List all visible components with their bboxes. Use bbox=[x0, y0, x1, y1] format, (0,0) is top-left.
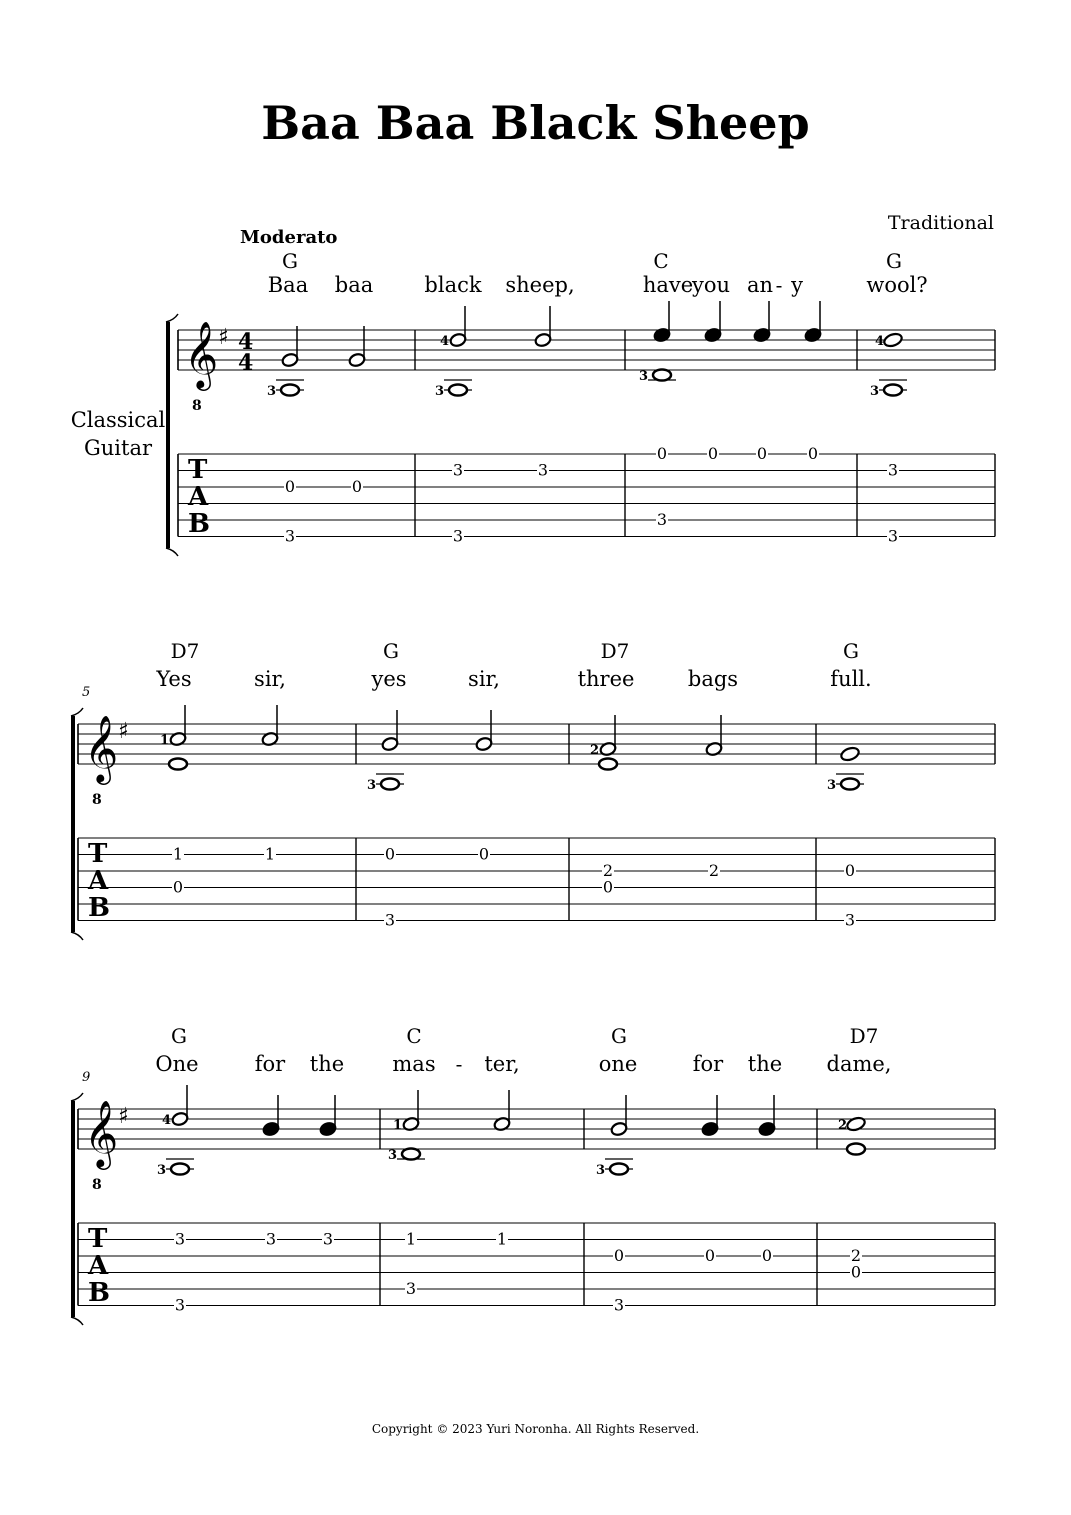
chord-symbol: G bbox=[171, 1024, 187, 1048]
tab-fret-number: 0 bbox=[704, 1246, 716, 1265]
tab-fret-number: 3 bbox=[887, 460, 899, 480]
fingering-number: 4 bbox=[162, 1113, 172, 1128]
lyric-syllable: dame, bbox=[826, 1052, 892, 1076]
fingering-number: 3 bbox=[388, 1148, 398, 1163]
bracket-bottom-hook bbox=[71, 932, 83, 940]
tab-fret-number: 3 bbox=[384, 910, 396, 930]
lyric-syllable: Yes bbox=[156, 667, 192, 691]
tempo-marking: Moderato bbox=[240, 227, 338, 248]
bass-note bbox=[402, 1149, 420, 1160]
bracket-bottom-hook bbox=[166, 548, 178, 556]
chord-symbol: G bbox=[611, 1024, 627, 1048]
tab-clef-letter: B bbox=[188, 509, 210, 539]
measure-number: 5 bbox=[82, 685, 91, 700]
chord-symbol: G bbox=[282, 249, 298, 273]
tab-fret-number: 3 bbox=[284, 526, 296, 546]
fingering-number: 2 bbox=[590, 743, 600, 758]
lyric-syllable: you bbox=[691, 273, 731, 297]
chord-symbol: D7 bbox=[600, 639, 630, 663]
lyric-syllable: sir, bbox=[254, 667, 286, 691]
bracket-bottom-hook bbox=[71, 1317, 83, 1325]
fingering-number: 4 bbox=[875, 334, 885, 349]
bass-note bbox=[171, 1164, 189, 1175]
chord-symbol: G bbox=[843, 639, 859, 663]
chord-symbol: G bbox=[383, 639, 399, 663]
key-signature-sharp-icon: ♯ bbox=[118, 1104, 129, 1129]
fingering-number: 3 bbox=[596, 1163, 606, 1178]
tab-fret-number: 3 bbox=[452, 460, 464, 480]
fingering-number: 1 bbox=[160, 733, 170, 748]
fingering-number: 2 bbox=[838, 1118, 848, 1133]
clef-octave-mark: 8 bbox=[92, 792, 102, 808]
bracket-top-hook bbox=[71, 1093, 83, 1101]
tab-fret-number: 0 bbox=[602, 877, 614, 897]
tab-fret-number: 0 bbox=[172, 877, 184, 897]
melody-note bbox=[846, 1116, 867, 1132]
lyric-syllable: for bbox=[692, 1052, 724, 1076]
bracket-top-hook bbox=[71, 708, 83, 716]
tab-fret-number: 2 bbox=[708, 861, 720, 880]
lyric-syllable: an bbox=[746, 273, 774, 297]
bass-note bbox=[449, 385, 467, 396]
tab-fret-number: 3 bbox=[174, 1229, 186, 1249]
copyright-notice: Copyright © 2023 Yuri Noronha. All Rights Reserved. bbox=[371, 1422, 700, 1436]
tab-fret-number: 3 bbox=[844, 910, 856, 930]
treble-clef-icon: 𝄞 bbox=[184, 320, 219, 388]
lyric-syllable: baa bbox=[334, 273, 374, 297]
lyric-syllable: yes bbox=[371, 667, 407, 691]
key-signature-sharp-icon: ♯ bbox=[118, 719, 129, 744]
tab-fret-number: 0 bbox=[844, 861, 856, 880]
tab-fret-number: 0 bbox=[351, 477, 363, 496]
tab-fret-number: 3 bbox=[174, 1295, 186, 1315]
melody-note bbox=[840, 746, 861, 762]
lyric-syllable: wool? bbox=[866, 273, 928, 297]
bass-note bbox=[599, 759, 617, 770]
tab-fret-number: 0 bbox=[850, 1262, 862, 1282]
lyric-syllable: full. bbox=[830, 667, 872, 691]
fingering-number: 3 bbox=[827, 778, 837, 793]
bass-note bbox=[281, 385, 299, 396]
lyric-syllable: the bbox=[309, 1052, 345, 1076]
tab-fret-number: 0 bbox=[761, 1246, 773, 1265]
tab-fret-number: 0 bbox=[807, 444, 819, 463]
lyric-syllable: bags bbox=[687, 667, 739, 691]
lyric-syllable: for bbox=[254, 1052, 286, 1076]
bass-note bbox=[847, 1144, 865, 1155]
fingering-number: 3 bbox=[367, 778, 377, 793]
tab-fret-number: 3 bbox=[452, 526, 464, 546]
tab-fret-number: 0 bbox=[656, 444, 668, 463]
tab-clef-letter: B bbox=[88, 893, 110, 923]
time-signature-top: 4 bbox=[238, 329, 254, 355]
chord-symbol: D7 bbox=[170, 639, 200, 663]
lyric-syllable: one bbox=[598, 1052, 638, 1076]
lyric-syllable: black bbox=[424, 273, 482, 297]
treble-clef-icon: 𝄞 bbox=[84, 714, 119, 782]
chord-symbol: C bbox=[653, 249, 669, 273]
fingering-number: 3 bbox=[639, 369, 649, 384]
chord-symbol: G bbox=[886, 249, 902, 273]
fingering-number: 3 bbox=[870, 384, 880, 399]
lyric-syllable: the bbox=[747, 1052, 783, 1076]
tab-fret-number: 0 bbox=[613, 1246, 625, 1265]
lyric-syllable: mas bbox=[392, 1052, 436, 1076]
tab-fret-number: 1 bbox=[264, 844, 276, 864]
tab-clef-letter: A bbox=[188, 482, 209, 512]
song-title: Baa Baa Black Sheep bbox=[261, 96, 810, 150]
tab-fret-number: 0 bbox=[756, 444, 768, 463]
tab-clef-letter: A bbox=[88, 1251, 109, 1281]
tab-fret-number: 3 bbox=[656, 510, 668, 529]
tab-fret-number: 1 bbox=[405, 1229, 417, 1249]
fingering-number: 3 bbox=[435, 384, 445, 399]
fingering-number: 1 bbox=[393, 1118, 403, 1133]
lyric-syllable: One bbox=[155, 1052, 199, 1076]
instrument-name-line: Classical bbox=[70, 408, 166, 432]
tab-fret-number: 3 bbox=[322, 1229, 334, 1249]
tab-fret-number: 3 bbox=[405, 1279, 417, 1298]
tab-clef-letter: B bbox=[88, 1278, 110, 1308]
lyric-syllable: sir, bbox=[468, 667, 500, 691]
tab-fret-number: 3 bbox=[887, 526, 899, 546]
tab-fret-number: 0 bbox=[478, 844, 490, 864]
lyric-hyphen: - bbox=[455, 1052, 463, 1076]
bracket-top-hook bbox=[166, 314, 178, 322]
tab-fret-number: 2 bbox=[602, 861, 614, 880]
fingering-number: 4 bbox=[440, 334, 450, 349]
lyric-hyphen: - bbox=[775, 273, 783, 297]
instrument-name-line: Guitar bbox=[83, 436, 153, 460]
bass-note bbox=[381, 779, 399, 790]
time-signature-bottom: 4 bbox=[238, 350, 254, 376]
tab-clef-letter: A bbox=[88, 866, 109, 896]
lyric-syllable: sheep, bbox=[505, 273, 575, 297]
tab-clef-letter: T bbox=[188, 455, 208, 485]
bass-note bbox=[884, 385, 902, 396]
tab-fret-number: 3 bbox=[265, 1229, 277, 1249]
tab-fret-number: 3 bbox=[613, 1295, 625, 1315]
tab-fret-number: 2 bbox=[850, 1246, 862, 1265]
tab-fret-number: 0 bbox=[384, 844, 396, 864]
fingering-number: 3 bbox=[157, 1163, 167, 1178]
tab-clef-letter: T bbox=[88, 839, 108, 869]
tab-clef-letter: T bbox=[88, 1224, 108, 1254]
tab-fret-number: 0 bbox=[284, 477, 296, 496]
chord-symbol: D7 bbox=[849, 1024, 879, 1048]
lyric-syllable: y bbox=[791, 273, 803, 297]
tab-fret-number: 1 bbox=[172, 844, 184, 864]
chord-symbol: C bbox=[406, 1024, 422, 1048]
composer-credit: Traditional bbox=[887, 212, 994, 234]
bass-note bbox=[653, 370, 671, 381]
clef-octave-mark: 8 bbox=[92, 1177, 102, 1193]
clef-octave-mark: 8 bbox=[192, 398, 202, 414]
measure-number: 9 bbox=[82, 1070, 91, 1085]
lyric-syllable: ter, bbox=[484, 1052, 520, 1076]
tab-fret-number: 0 bbox=[707, 444, 719, 463]
melody-note bbox=[883, 332, 904, 348]
fingering-number: 3 bbox=[267, 384, 277, 399]
bass-note bbox=[841, 779, 859, 790]
lyric-syllable: three bbox=[577, 667, 635, 691]
bass-note bbox=[610, 1164, 628, 1175]
lyric-syllable: have bbox=[642, 273, 694, 297]
bass-note bbox=[169, 759, 187, 770]
treble-clef-icon: 𝄞 bbox=[84, 1099, 119, 1167]
lyric-syllable: Baa bbox=[267, 273, 309, 297]
key-signature-sharp-icon: ♯ bbox=[218, 325, 229, 350]
tab-fret-number: 3 bbox=[537, 460, 549, 480]
tab-fret-number: 1 bbox=[496, 1229, 508, 1249]
